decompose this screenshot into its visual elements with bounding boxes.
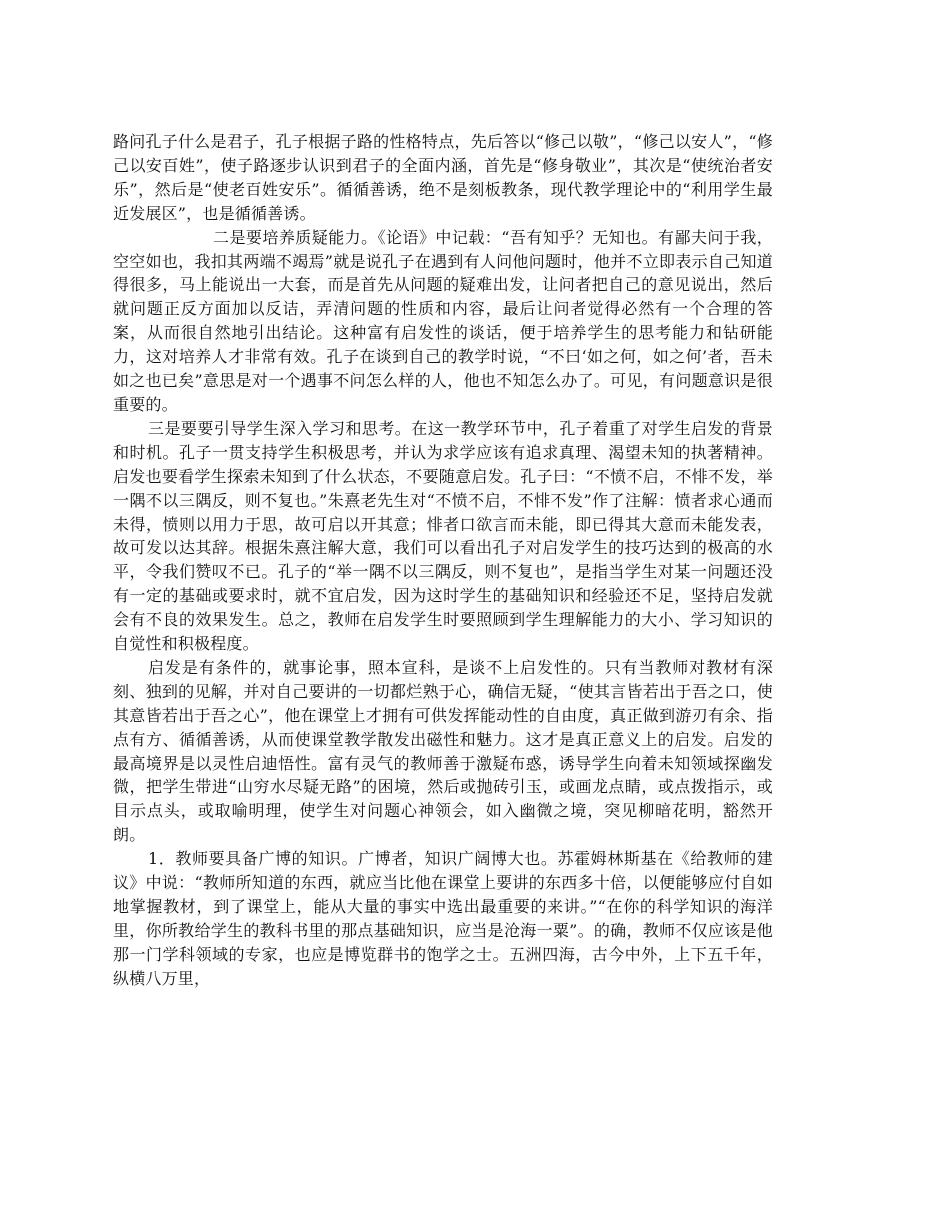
paragraph-4: 启发是有条件的，就事论事，照本宣科，是谈不上启发性的。只有当教师对教材有深刻、独到的见解，并对自己要讲的一切都烂熟于心，确信无疑，“使其言皆若出于吾之口，使其意皆若出于吾之心”，他在课堂上才拥有可供发挥能动性的自由度，真正做到游刃有余、指点有方、循循善诱，从而使课堂教学散发出磁性和魅力。这才是真正意义上的启发。启发的最高境界是以灵性启迪悟性。富有灵气的教师善于激疑布惑，诱导学生向着未知领域探幽发微，把学生带进“山穷水尽疑无路”的困境，然后或抛砖引玉，或画龙点睛，或点拨指示，或目示点头，或取喻明理，使学生对问题心神领会，如入幽微之境，突见柳暗花明，豁然开朗。: [113, 657, 773, 845]
paragraph-5: 1．教师要具备广博的知识。广博者，知识广阔博大也。苏霍姆林斯基在《给教师的建议》中说：“教师所知道的东西，就应当比他在课堂上要讲的东西多十倍，以便能够应付自如地掌握教材，到了课堂上，能从大量的事实中选出最重要的来讲。”“在你的科学知识的海洋里，你所教给学生的教科书里的那点基础知识，应当是沧海一粟”。的确，教师不仅应该是他那一门学科领域的专家，也应是博览群书的饱学之士。五洲四海，古今中外，上下五千年，纵横八万里，: [113, 849, 773, 988]
document-page: [113, 130, 773, 991]
paragraph-2: 二是要培养质疑能力。《论语》中记载：“吾有知乎？无知也。有鄙夫问于我，空空如也，我扣其两端不竭焉”就是说孔子在遇到有人问他问题时，他并不立即表示自己知道得很多，马上能说出一大套，而是首先从问题的疑难出发，让问者把自己的意见说出，然后就问题正反方面加以反诘，弄清问题的性质和内容，最后让问者觉得必然有一个合理的答案，从而很自然地引出结论。这种富有启发性的谈话，便于培养学生的思考能力和钻研能力，这对培养人才非常有效。孔子在谈到自己的教学时说，“不曰‘如之何，如之何’者，吾未如之也已矣”意思是对一个遇事不问怎么样的人，他也不知怎么办了。可见，有问题意识是很重要的。: [113, 227, 773, 414]
paragraph-3: 三是要要引导学生深入学习和思考。在这一教学环节中，孔子着重了对学生启发的背景和时机。孔子一贯支持学生积极思考，并认为求学应该有追求真理、渴望未知的执著精神。启发也要看学生探索未知到了什么状态，不要随意启发。孔子曰：“不愤不启，不悱不发，举一隅不以三隅反，则不复也。”朱熹老先生对“不愤不启，不悱不发”作了注解：愤者求心通而未得，愤则以用力于思，故可启以开其意；悱者口欲言而未能，即已得其大意而未能发表，故可发以达其辞。根据朱熹注解大意，我们可以看出孔子对启发学生的技巧达到的极高的水平，令我们赞叹不已。孔子的“举一隅不以三隅反，则不复也”，是指当学生对某一问题还没有一定的基础或要求时，就不宜启发，因为这时学生的基础知识和经验还不足，坚持启发就会有不良的效果发生。总之，教师在启发学生时要照顾到学生理解能力的大小、学习知识的自觉性和积极程度。: [113, 418, 773, 654]
paragraph-1: 路问孔子什么是君子，孔子根据子路的性格特点，先后答以“修己以敬”，“修己以安人”，“修己以安百姓”，使子路逐步认识到君子的全面内涵，首先是“修身敬业”，其次是“使统治者安乐”，然后是“使老百姓安乐”。循循善诱，绝不是刻板教条，现代教学理论中的“利用学生最近发展区”，也是循循善诱。: [113, 132, 773, 223]
